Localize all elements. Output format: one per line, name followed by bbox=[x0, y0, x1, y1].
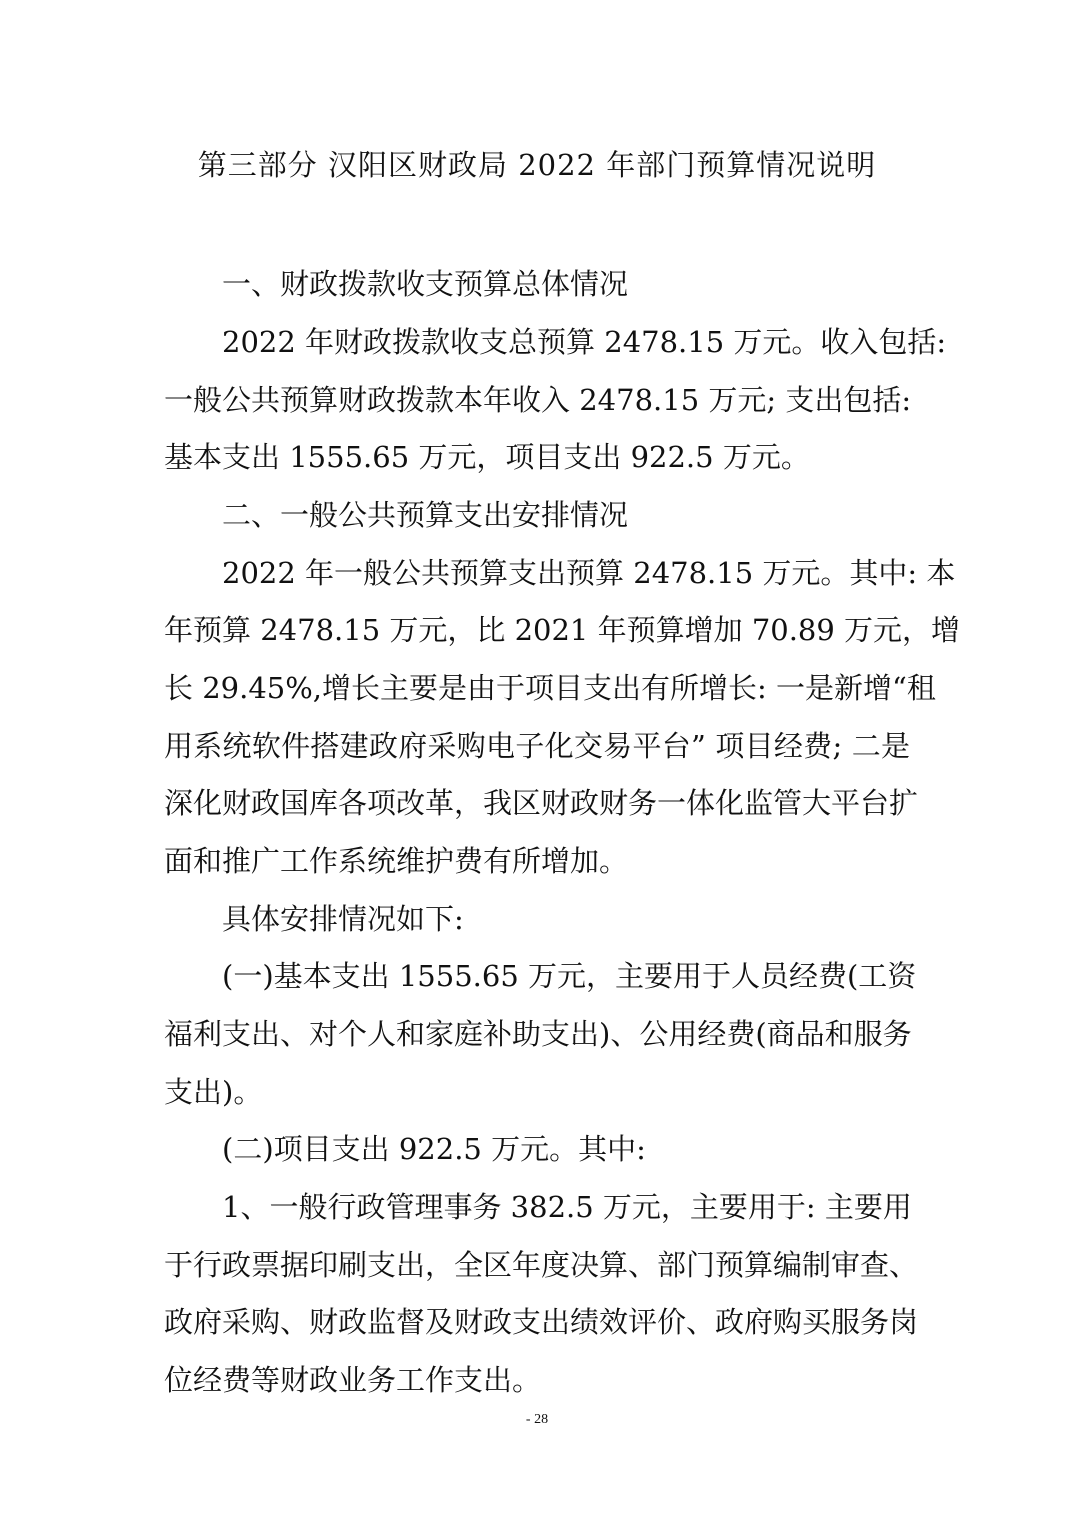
paragraph-line: 深化财政国库各项改革，我区财政财务一体化监管大平台扩 bbox=[164, 786, 919, 820]
page-number: - 28 bbox=[525, 1412, 549, 1427]
paragraph-line: (二)项目支出 922.5 万元。其中: bbox=[222, 1132, 646, 1166]
paragraph-line: 2022 年一般公共预算支出预算 2478.15 万元。其中: 本 bbox=[222, 556, 956, 590]
paragraph-line: 于行政票据印刷支出，全区年度决算、部门预算编制审查、 bbox=[164, 1248, 919, 1282]
paragraph-line: 基本支出 1555.65 万元，项目支出 922.5 万元。 bbox=[164, 440, 810, 474]
paragraph-line: 年预算 2478.15 万元，比 2021 年预算增加 70.89 万元，增 bbox=[164, 613, 961, 647]
section-heading-2: 二、一般公共预算支出安排情况 bbox=[222, 498, 629, 532]
paragraph-line: 政府采购、财政监督及财政支出绩效评价、政府购买服务岗 bbox=[164, 1305, 919, 1339]
paragraph-line: (一)基本支出 1555.65 万元，主要用于人员经费(工资 bbox=[222, 959, 917, 993]
paragraph-line: 具体安排情况如下: bbox=[222, 902, 464, 936]
paragraph-line: 位经费等财政业务工作支出。 bbox=[164, 1363, 542, 1397]
paragraph-line: 长 29.45%,增长主要是由于项目支出有所增长: 一是新增“租 bbox=[164, 671, 936, 705]
paragraph-line: 福利支出、对个人和家庭补助支出)、公用经费(商品和服务 bbox=[164, 1017, 912, 1051]
paragraph-line: 面和推广工作系统维护费有所增加。 bbox=[164, 844, 629, 878]
paragraph-line: 1、一般行政管理事务 382.5 万元，主要用于: 主要用 bbox=[222, 1190, 912, 1224]
paragraph-line: 2022 年财政拨款收支总预算 2478.15 万元。收入包括: bbox=[222, 325, 947, 359]
section-heading-1: 一、财政拨款收支预算总体情况 bbox=[222, 267, 629, 301]
page-title: 第三部分 汉阳区财政局 2022 年部门预算情况说明 bbox=[197, 148, 877, 182]
paragraph-line: 一般公共预算财政拨款本年收入 2478.15 万元; 支出包括: bbox=[164, 383, 912, 417]
paragraph-line: 用系统软件搭建政府采购电子化交易平台” 项目经费; 二是 bbox=[164, 729, 910, 763]
paragraph-line: 支出)。 bbox=[164, 1075, 263, 1109]
